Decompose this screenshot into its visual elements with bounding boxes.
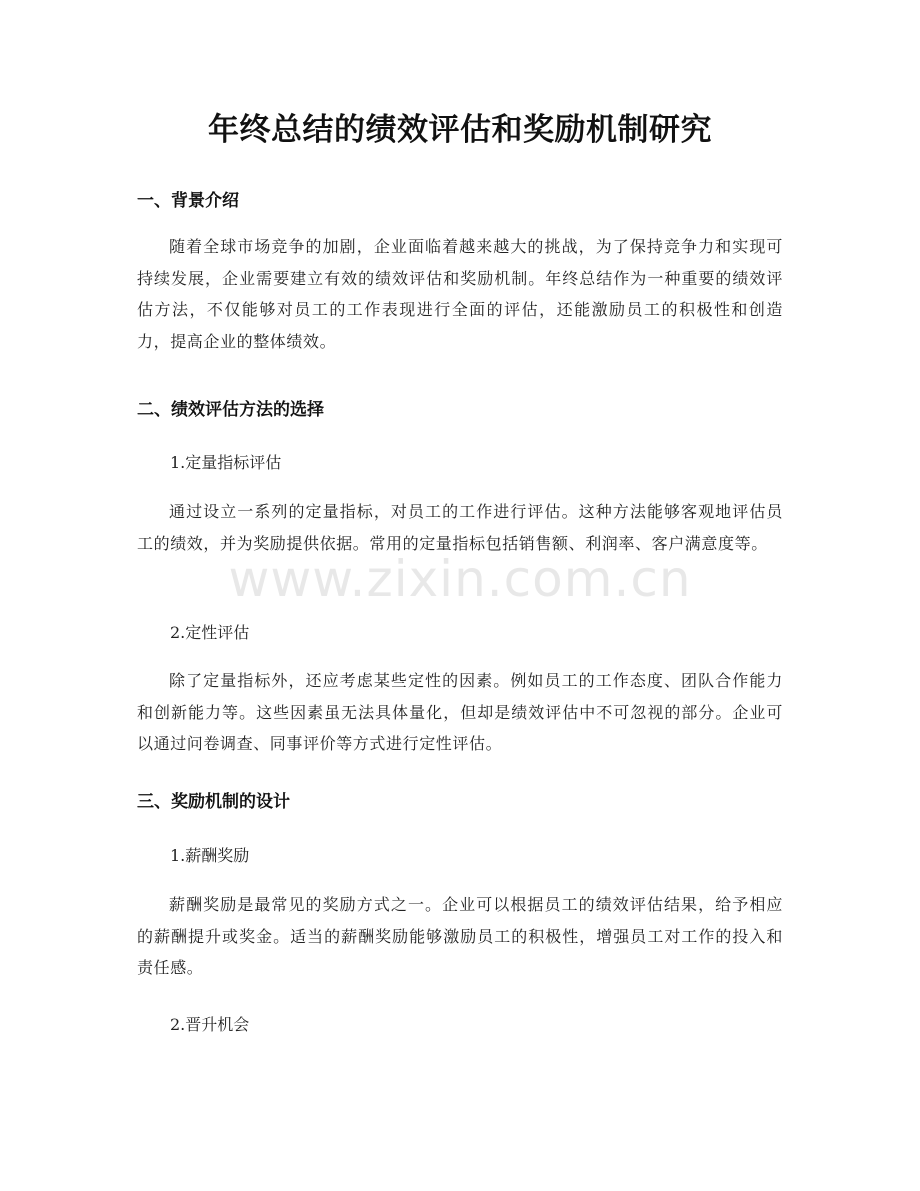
subsection-paragraph-qualitative: 除了定量指标外，还应考虑某些定性的因素。例如员工的工作态度、团队合作能力和创新能力等。这些因素虽无法具体量化，但却是绩效评估中不可忽视的部分。企业可以通过问卷调查、同事评价等方式进行定性评估。: [137, 671, 783, 753]
section-heading-evaluation-methods: 二、绩效评估方法的选择: [137, 400, 324, 420]
section-paragraph-background: 随着全球市场竞争的加剧，企业面临着越来越大的挑战，为了保持竞争力和实现可持续发展，企业需要建立有效的绩效评估和奖励机制。年终总结作为一种重要的绩效评估方法，不仅能够对员工的工作表现进行全面的评估，还能激励员工的积极性和创造力，提高企业的整体绩效。: [137, 237, 783, 351]
subsection-paragraph-salary: 薪酬奖励是最常见的奖励方式之一。企业可以根据员工的绩效评估结果，给予相应的薪酬提升或奖金。适当的薪酬奖励能够激励员工的积极性，增强员工对工作的投入和责任感。: [137, 895, 783, 977]
subsection-label-salary: 1.薪酬奖励: [170, 846, 250, 865]
subsection-label-qualitative: 2.定性评估: [170, 623, 250, 642]
subsection-label-quantitative: 1.定量指标评估: [170, 453, 282, 472]
subsection-label-promotion: 2.晋升机会: [170, 1015, 250, 1034]
watermark: www.zixin.com.cn: [228, 550, 692, 608]
section-heading-background: 一、背景介绍: [137, 191, 239, 211]
subsection-paragraph-quantitative: 通过设立一系列的定量指标，对员工的工作进行评估。这种方法能够客观地评估员工的绩效，并为奖励提供依据。常用的定量指标包括销售额、利润率、客户满意度等。: [137, 502, 783, 553]
document-title: 年终总结的绩效评估和奖励机制研究: [208, 112, 712, 148]
section-heading-reward-design: 三、奖励机制的设计: [137, 792, 290, 812]
